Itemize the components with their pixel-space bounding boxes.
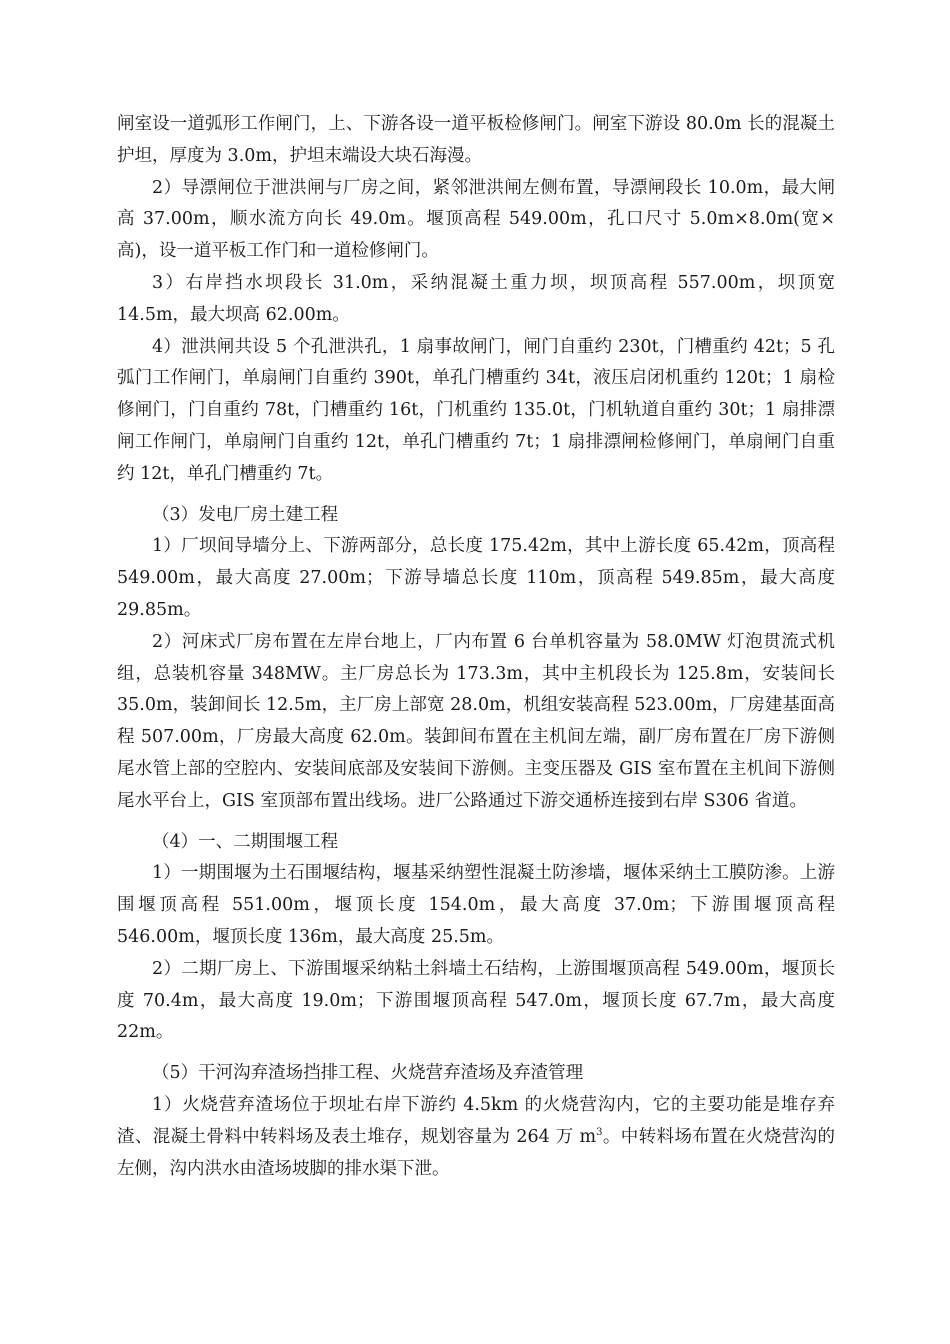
paragraph-sluice-chamber: 闸室设一道弧形工作闸门，上、下游各设一道平板检修闸门。闸室下游设 80.0m 长的混凝土护坦，厚度为 3.0m，护坦末端设大块石海漫。: [117, 114, 835, 166]
paragraph-first-stage-cofferdam: 1）一期围堰为土石围堰结构，堰基采纳塑性混凝土防渗墙，堰体采纳土工膜防渗。上游围堰顶高程 551.00m，堰顶长度 154.0m，最大高度 37.0m；下游围堰顶高程 546.00m，堰顶长度 136m，最大高度 25.5m。: [117, 863, 835, 947]
paragraph-flood-gate-weights: 4）泄洪闸共设 5 个孔泄洪孔，1 扇事故闸门，闸门自重约 230t，门槽重约 42t；5 孔弧门工作闸门，单扇闸门自重约 390t，单孔门槽重约 34t，液压启闭机重约 120t；1 扇检修闸门，门自重约 78t，门槽重约 16t，门机重约 135.0t，门机轨道自重约 30t；1 扇排漂闸工作闸门，单扇闸门自重约 12t，单孔门槽重约 7t；1 扇排漂闸检修闸门，单扇闸门自重约 12t，单孔门槽重约 7t。: [117, 336, 835, 484]
section-heading-cofferdam: （4）一、二期围堰工程: [152, 831, 339, 852]
paragraph-right-bank-dam: 3）右岸挡水坝段长 31.0m，采纳混凝土重力坝，坝顶高程 557.00m，坝顶宽 14.5m，最大坝高 62.00m。: [117, 272, 835, 325]
paragraph-spoil-yard-part2: 。中转料场布置在火烧营沟的左侧，沟内洪水由渣场坡脚的排水渠下泄。: [117, 1126, 836, 1179]
section-heading-powerhouse: （3）发电厂房土建工程: [152, 504, 339, 525]
document-body: [117, 109, 835, 1185]
paragraph-spoil-yard-part1: 1）火烧营弃渣场位于坝址右岸下游约 4.5km 的火烧营沟内，它的主要功能是堆存弃渣、混凝土骨料中转料场及表土堆存，规划容量为 264 万 m: [117, 1094, 835, 1147]
paragraph-powerhouse-layout: 2）河床式厂房布置在左岸台地上，厂内布置 6 台单机容量为 58.0MW 灯泡贯流式机组，总装机容量 348MW。主厂房总长为 173.3m，其中主机段长为 125.8m，安装间长 35.0m，装卸间长 12.5m，主厂房上部宽 28.0m，机组安装高程 523.00m，厂房建基面高程 507.00m，厂房最大高度 62.0m。装卸间布置在主机间左端，副厂房布置在厂房下游侧尾水管上部的空腔内、安装间底部及安装间下游侧。主变压器及 GIS 室布置在主机间下游侧尾水平台上，GIS 室顶部布置出线场。进厂公路通过下游交通桥连接到右岸 S306 省道。: [117, 631, 835, 811]
paragraph-second-stage-cofferdam: 2）二期厂房上、下游围堰采纳粘土斜墙土石结构，上游围堰顶高程 549.00m，堰顶长度 70.4m，最大高度 19.0m；下游围堰顶高程 547.0m，堰顶长度 67.7m，最大高度 22m。: [117, 958, 835, 1043]
paragraph-guide-wall: 1）厂坝间导墙分上、下游两部分，总长度 175.42m，其中上游长度 65.42m，顶高程 549.00m，最大高度 27.00m；下游导墙总长度 110m，顶高程 549.85m，最大高度 29.85m。: [117, 536, 835, 620]
section-heading-spoil-yard: （5）干河沟弃渣场挡排工程、火烧营弃渣场及弃渣管理: [152, 1063, 584, 1084]
paragraph-drift-gate: 2）导漂闸位于泄洪闸与厂房之间，紧邻泄洪闸左侧布置，导漂闸段长 10.0m，最大闸高 37.00m，顺水流方向长 49.0m。堰顶高程 549.00m，孔口尺寸 5.0m×8.0m(宽×高)，设一道平板工作门和一道检修闸门。: [117, 177, 835, 262]
paragraph-spoil-yard: [117, 1090, 835, 1185]
superscript-cubic: 3: [596, 1126, 603, 1138]
